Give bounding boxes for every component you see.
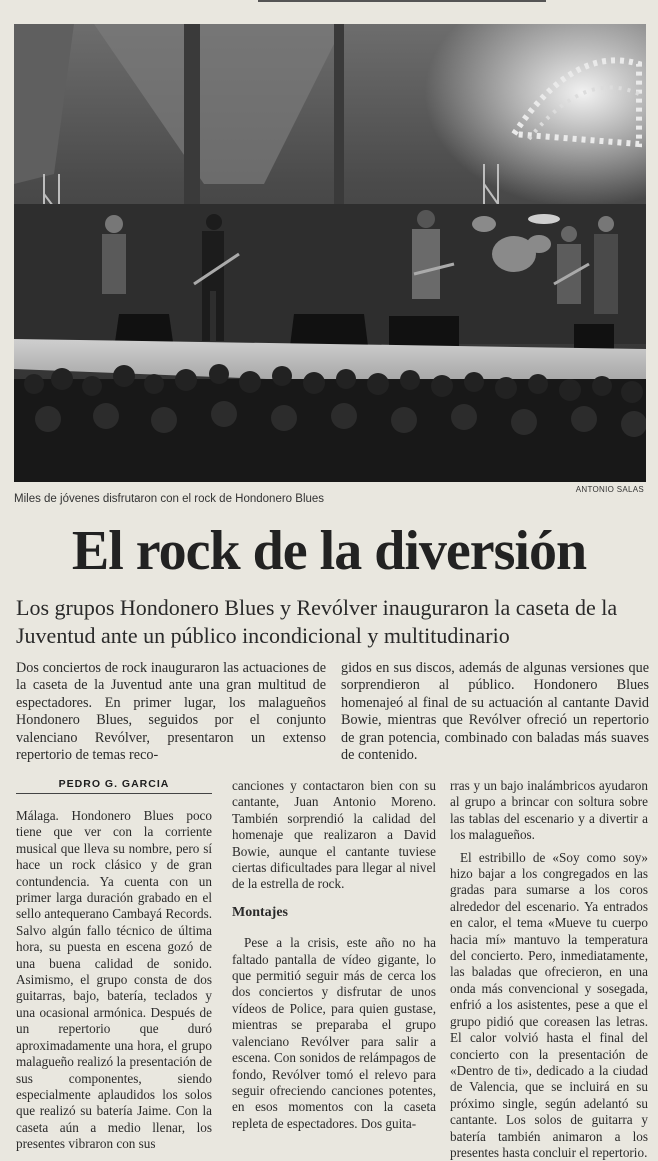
deck: Los grupos Hondonero Blues y Revólver inauguraron la caseta de la Juventud ante un público incondicional y multitudinario bbox=[16, 595, 618, 648]
body-paragraph: rras y un bajo inalámbricos ayudaron al grupo a brincar con soltura sobre las tablas del escenario y a divertir a los malagueños. bbox=[450, 778, 648, 843]
body-paragraph: El estribillo de «Soy como soy» hizo bajar a los congregados en las gradas para sumarse a los coros alrededor del escenario. Ya entrados en calor, el tema «Mueve tu cuerpo hacia mí» mantuvo la temperatura del concierto. Pero, inmediatamente, las baladas que ofrecieron, en una onda más convencional y sosegada, enfrió a los asistentes, pese a que el grupo pidió que coreasen las letras. El calor volvió hasta el final del concierto con la presentación de «Dentro de ti», dedicado a la ciudad de Valencia, que se incluirá en su próximo single, según adelantó su cantante. Los solos de guitarra y batería también animaron a los presentes hasta concluir el repertorio. bbox=[450, 849, 648, 1160]
body-column-3 bbox=[450, 778, 648, 1161]
byline: PEDRO G. GARCIA bbox=[16, 778, 212, 794]
body-paragraph: Pese a la crisis, este año no ha faltado pantalla de vídeo gigante, lo que permitió seguir más de cerca los dos conciertos y disfrutar de unos vídeos de Police, para quien gustase, mientras se preparaba el grupo valenciano Revólver para salir a escena. Con sonidos de relámpagos de fondo, Revólver tomó el relevo para seguir ofreciendo canciones potentes, en esos momentos con la caseta repleta de espectadores. Dos guita- bbox=[232, 935, 436, 1131]
body-paragraph: Málaga. Hondonero Blues poco tiene que ver con la corriente musical que lleva su nombre, pero sí hace un rock clásico y de gran contundencia. Ya cuenta con un primer larga duración grabado en el sello antequerano Cambayá Records. Salvo algún fallo técnico de última hora, su puesta en escena gozó de una buena calidad de sonido. Asimismo, el grupo consta de dos guitarras, bajo, batería, teclados y una ocasional armónica. Después de un repertorio que duró aproximadamente una hora, el grupo malagueño realizó la presentación de sus componentes, siendo especialmente aplaudidos los solos que realizó su batería Jaime. Con la caseta aún a medio llenar, los presentes vibraron con sus bbox=[16, 808, 212, 1152]
body-column-2 bbox=[232, 778, 436, 1132]
photo-credit: ANTONIO SALAS bbox=[575, 485, 644, 494]
photo-caption: Miles de jóvenes disfrutaron con el rock de Hondonero Blues bbox=[14, 493, 325, 505]
lead-paragraph-right: gidos en sus discos, además de algunas versiones que sorprendieron al público. Hondonero Blues homenajeó al final de su actuación al cantante David Bowie, mientras que Revólver ofreció un repertorio de gran potencia, combinado con baladas más suaves de contenido. bbox=[341, 660, 649, 764]
concert-photo bbox=[14, 24, 646, 482]
subheading: Montajes bbox=[232, 904, 288, 920]
top-rule bbox=[258, 0, 546, 2]
body-paragraph: canciones y contactaron bien con su cantante, Juan Antonio Moreno. También sorprendió la calidad del homenaje que realizaron a David Bowie, aunque el cantante tuviese ciertas dificultades para llegar al nivel de la estrella de rock. bbox=[232, 778, 436, 892]
headline: El rock de la diversión bbox=[71, 520, 587, 582]
lead-paragraph-left: Dos conciertos de rock inauguraron las actuaciones de la caseta de la Juventud ante una gran multitud de espectadores. En primer lugar, los malagueños Hondonero Blues, seguidos por el conjunto valenciano Revólver, presentaron un extenso repertorio de temas reco- bbox=[16, 660, 326, 764]
body-column-1 bbox=[16, 808, 212, 1153]
